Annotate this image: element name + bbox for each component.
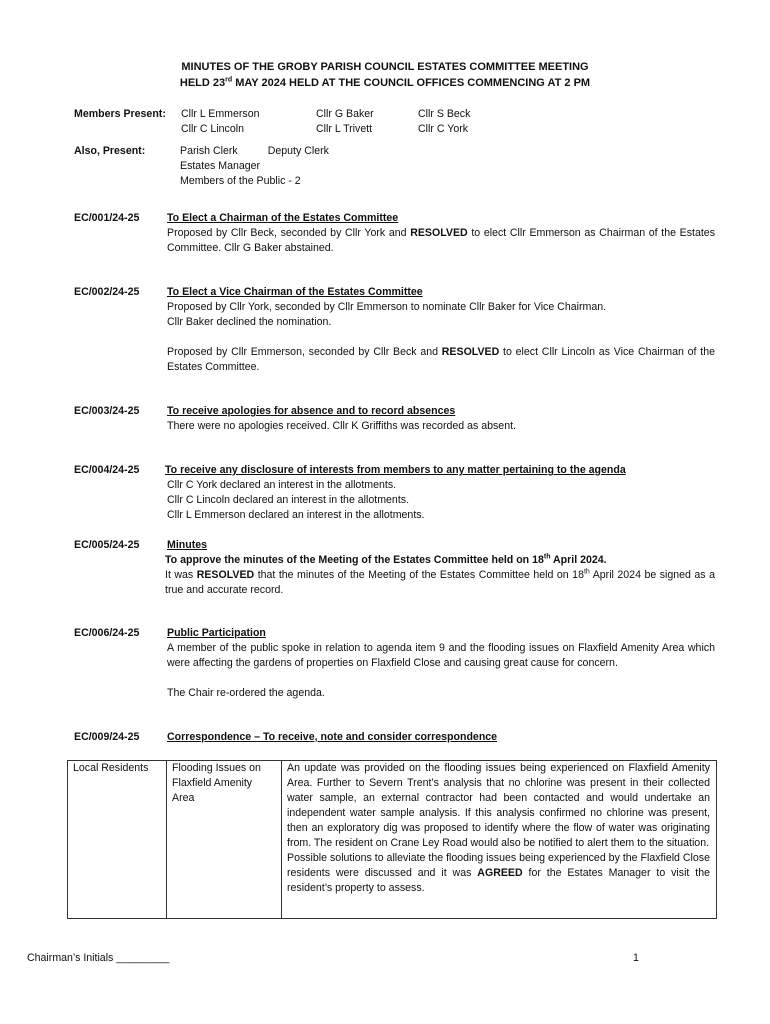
members-present-label: Members Present: [74,108,166,120]
member-name: Cllr C York [418,123,469,135]
correspondence-subject: Flooding Issues on Flaxfield Amenity Area [167,761,282,919]
item-paragraph: Proposed by Cllr Beck, seconded by Cllr York and RESOLVED to elect Cllr Emmerson as Chairman of the Estates Committee. Cllr G Baker abstained. [167,227,715,254]
item-ec003 [167,404,715,434]
also-present-label: Also, Present: [74,145,146,157]
item-heading: Public Participation [167,627,266,639]
item-ref-ec006: EC/006/24-25 [74,627,140,639]
correspondence-table [67,760,717,919]
item-paragraph: Proposed by Cllr Emmerson, seconded by Cllr Beck and RESOLVED to elect Cllr Lincoln as Vice Chairman of the Estates Committee. [167,346,715,373]
item-ec009 [167,730,715,745]
document-title-line-2: HELD 23rd MAY 2024 HELD AT THE COUNCIL OFFICES COMMENCING AT 2 PM [179,76,591,89]
item-paragraph: It was RESOLVED that the minutes of the Meeting of the Estates Committee held on 18th April 2024 be signed as a true and accurate record. [165,568,715,596]
item-ec001 [167,211,715,256]
item-heading: Minutes [167,539,208,551]
members-of-public: Members of the Public - 2 [180,175,301,187]
item-paragraph: There were no apologies received. Cllr K Griffiths was recorded as absent. [167,420,516,432]
item-heading: To receive apologies for absence and to record absences [167,405,456,417]
item-paragraph: Proposed by Cllr York, seconded by Cllr Emmerson to nominate Cllr Baker for Vice Chairman. [167,301,607,313]
document-title-line-1: MINUTES OF THE GROBY PARISH COUNCIL ESTATES COMMITTEE MEETING [181,61,589,73]
item-ec005-body [165,553,715,598]
page-number: 1 [633,952,639,964]
also-present-row [180,144,329,159]
item-ec006 [167,626,715,701]
interest-declaration: Cllr C York declared an interest in the allotments. [167,479,397,491]
member-name: Cllr L Emmerson [181,108,260,120]
members-column-3 [418,107,470,137]
item-heading: To Elect a Vice Chairman of the Estates Committee [167,286,423,298]
deputy-clerk: Deputy Clerk [267,145,329,157]
members-column-2 [316,107,374,137]
item-paragraph: Cllr Baker declined the nomination. [167,316,332,328]
item-subheading: To approve the minutes of the Meeting of the Estates Committee held on 18th April 2024. [165,553,607,566]
item-ec002 [167,285,715,375]
estates-manager: Estates Manager [180,160,261,172]
item-ref-ec004: EC/004/24-25 [74,464,140,476]
correspondence-detail: An update was provided on the flooding issues being experienced on Flaxfield Amenity Area. Further to Severn Trent’s analysis that no chlorine was present in their collected water sample, an external contractor had been contacted and would undertake an independent water sample analysis. If this analysis confirmed no chlorine was present, then an exploratory dig was proposed to identify where the flow of water was originating from. The resident on Crane Ley Road would also be notified to alert them to the situation. Possible solutions to alleviate the flooding issues being experienced by the Flaxfield Close residents were discussed and it was AGREED for the Estates Manager to visit the resident’s property to assess. [282,761,717,919]
item-heading: Correspondence – To receive, note and consider correspondence [167,731,498,743]
members-column-1 [181,107,260,137]
item-ref-ec002: EC/002/24-25 [74,286,140,298]
item-ref-ec005: EC/005/24-25 [74,539,140,551]
chairman-initials: Chairman’s Initials _________ [27,952,170,964]
item-heading: To Elect a Chairman of the Estates Committee [167,212,399,224]
item-ec005 [167,538,715,553]
also-present-list [180,144,329,189]
item-ref-ec001: EC/001/24-25 [74,212,140,224]
item-ec004 [165,463,713,523]
table-row [68,761,717,919]
item-ref-ec003: EC/003/24-25 [74,405,140,417]
item-paragraph: The Chair re-ordered the agenda. [167,687,325,699]
member-name: Cllr L Trivett [316,123,373,135]
interest-declaration: Cllr L Emmerson declared an interest in the allotments. [167,509,425,521]
item-ref-ec009: EC/009/24-25 [74,731,140,743]
member-name: Cllr G Baker [316,108,374,120]
member-name: Cllr C Lincoln [181,123,244,135]
item-heading: To receive any disclosure of interests from members to any matter pertaining to the agenda [165,464,626,476]
interest-declaration: Cllr C Lincoln declared an interest in the allotments. [167,494,410,506]
correspondence-from: Local Residents [68,761,167,919]
member-name: Cllr S Beck [418,108,471,120]
item-paragraph: A member of the public spoke in relation to agenda item 9 and the flooding issues on Flaxfield Amenity Area which were affecting the gardens of properties on Flaxfield Close and causing great cause for concern. [167,642,715,669]
parish-clerk: Parish Clerk [180,145,238,157]
